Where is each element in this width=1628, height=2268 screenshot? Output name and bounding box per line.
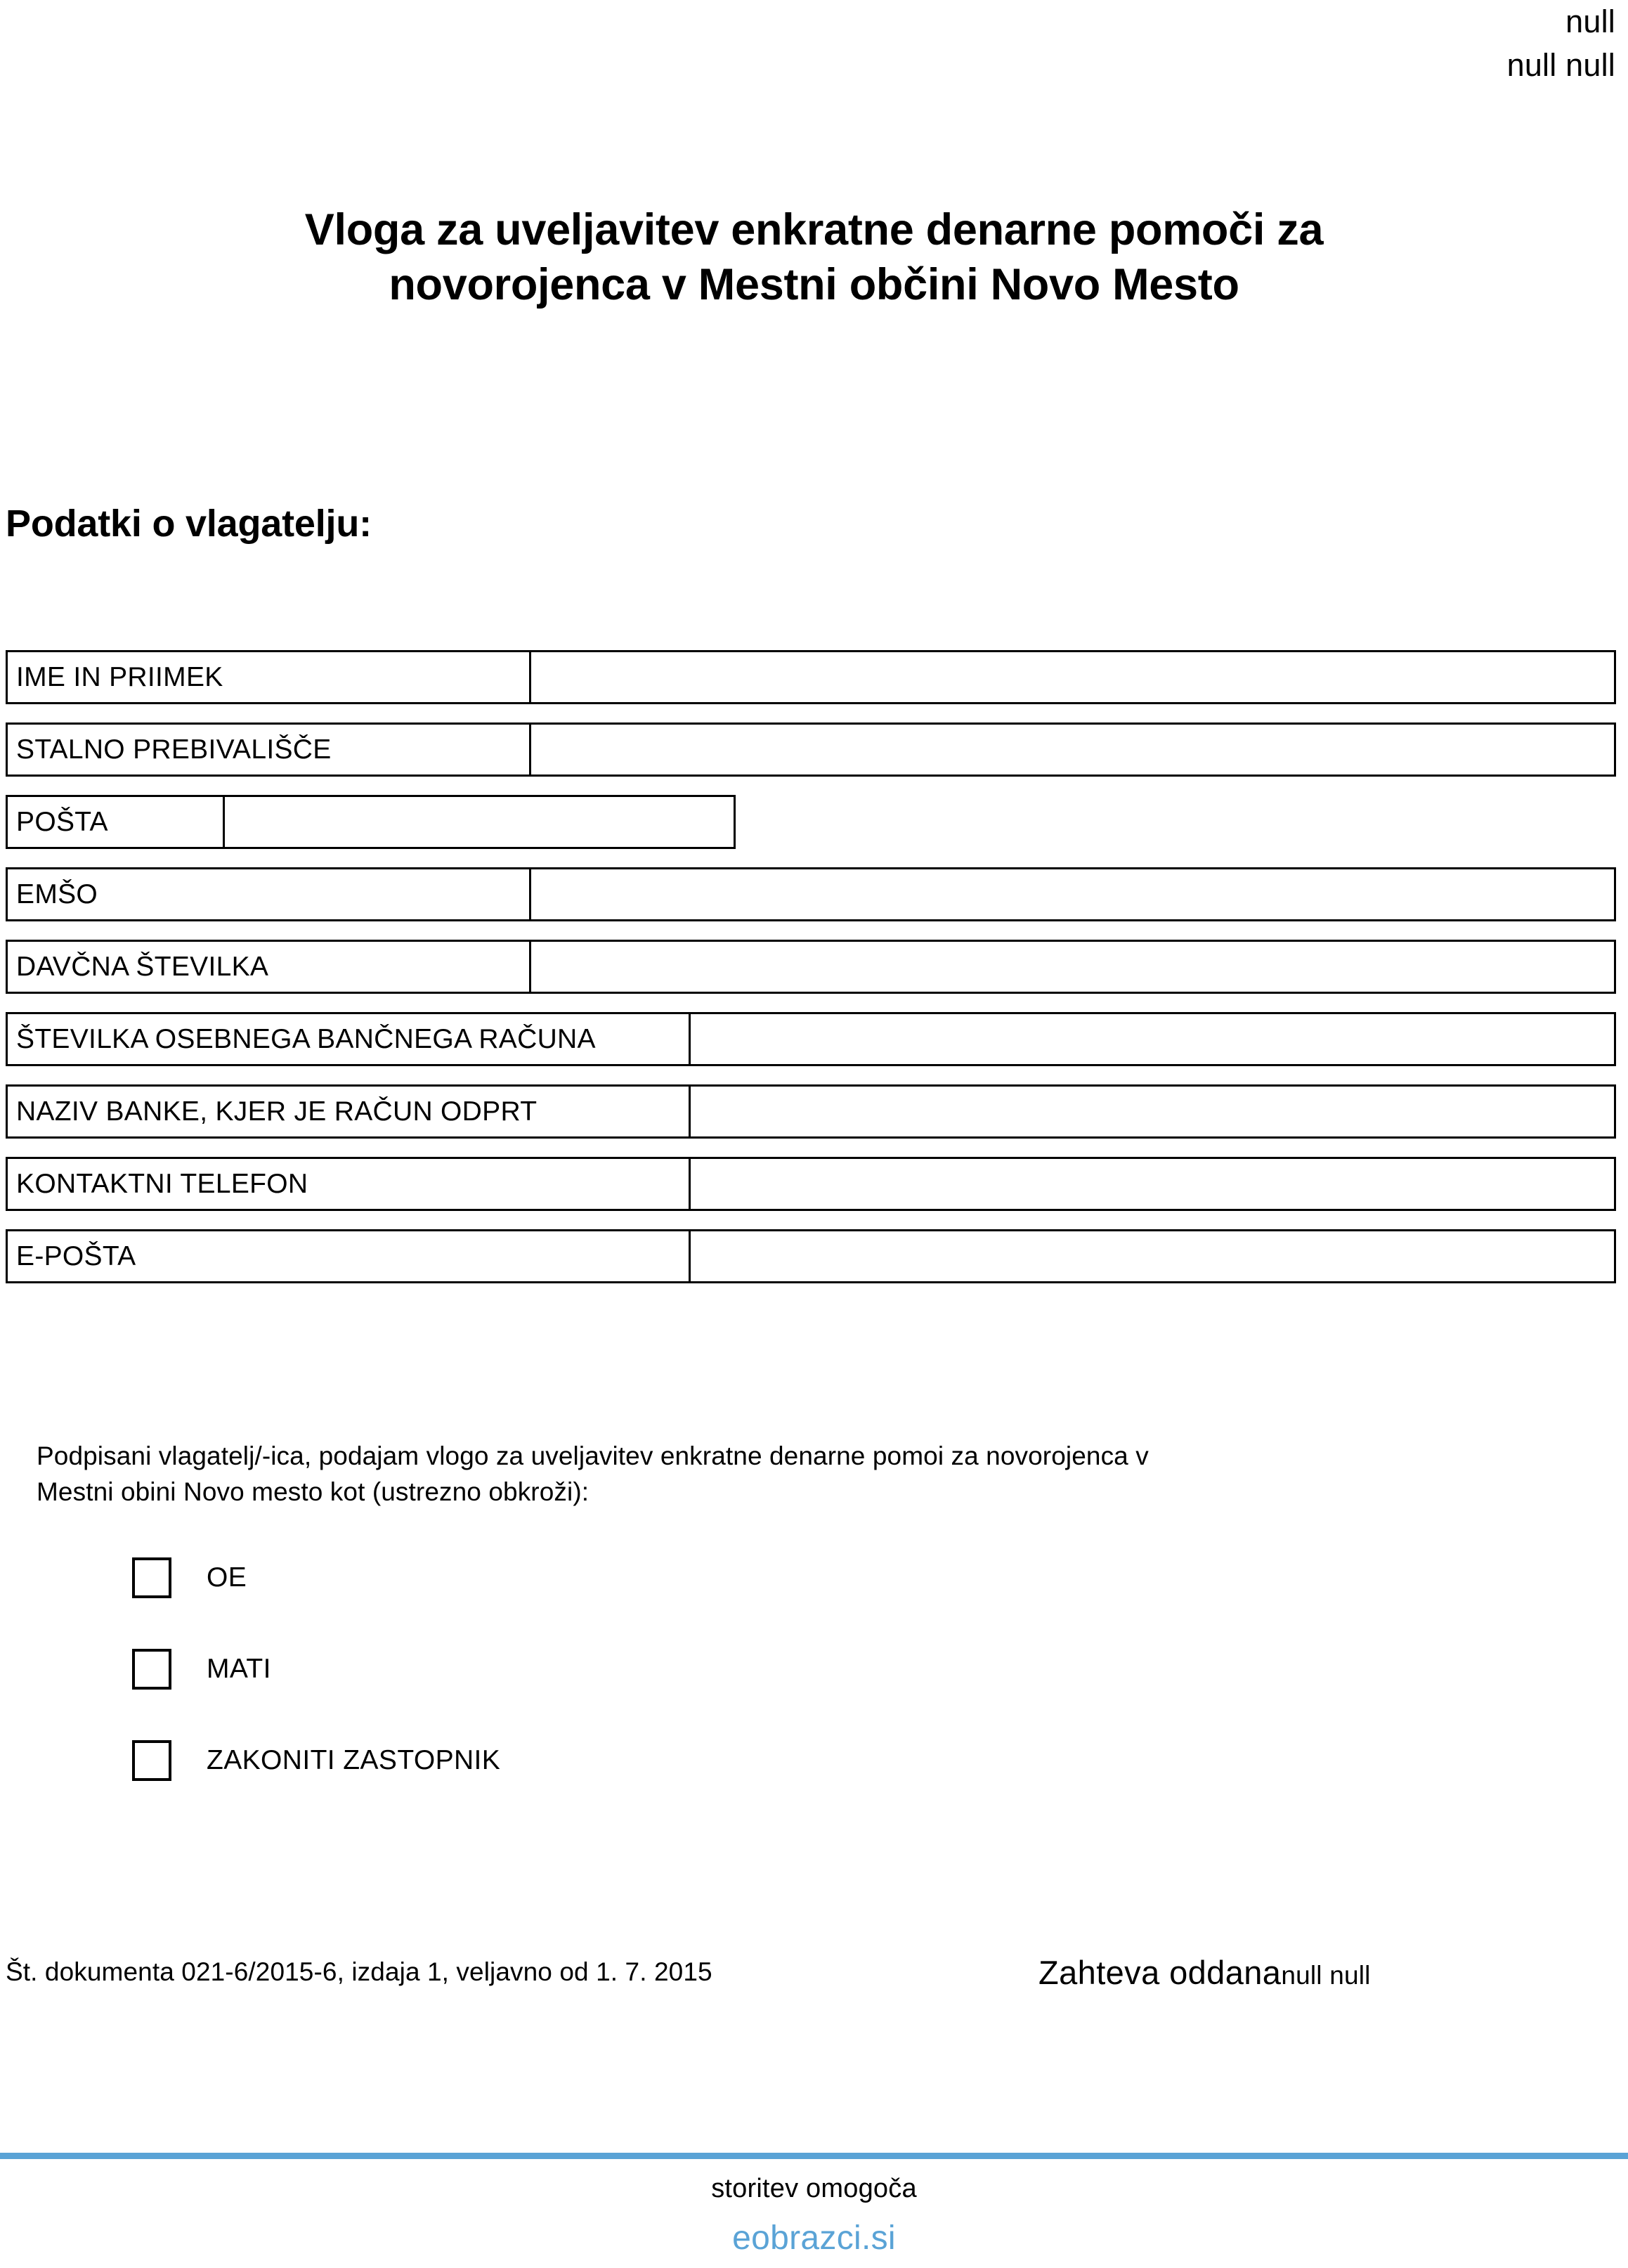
checkbox-mati[interactable] — [132, 1649, 171, 1690]
field-label-davcna-stevilka — [6, 940, 531, 994]
field-label-text: EMŠO — [16, 879, 98, 909]
form-row-stalno-prebivalisce — [6, 722, 1616, 777]
field-input-ime-in-priimek[interactable] — [529, 650, 1616, 704]
option-row-oce[interactable] — [132, 1548, 500, 1607]
statement-line-1: Podpisani vlagatelj/-ica, podajam vlogo za uveljavitev enkratne denarne pomoi za novorojenca v — [37, 1441, 1149, 1470]
field-label-kontaktni-telefon — [6, 1157, 691, 1211]
statement-paragraph — [37, 1438, 1315, 1510]
footer-divider — [0, 2153, 1628, 2159]
submission-value: null null — [1281, 1961, 1371, 1990]
field-input-posta[interactable] — [223, 795, 736, 849]
field-label-text: POŠTA — [16, 807, 108, 837]
field-input-davcna-stevilka[interactable] — [529, 940, 1616, 994]
checkbox-oce[interactable] — [132, 1557, 171, 1598]
page-title-line-2: novorojenca v Mestni občini Novo Mesto — [389, 260, 1239, 309]
form-row-stevilka-bancnega-racuna — [6, 1012, 1616, 1066]
section-heading-applicant: Podatki o vlagatelju: — [6, 503, 372, 545]
field-label-e-posta — [6, 1229, 691, 1283]
applicant-role-options — [132, 1548, 500, 1822]
document-number: Št. dokumenta 021-6/2015-6, izdaja 1, veljavno od 1. 7. 2015 — [6, 1957, 712, 1986]
form-row-naziv-banke — [6, 1084, 1616, 1139]
header-line-1: null — [1565, 4, 1615, 39]
field-label-ime-in-priimek — [6, 650, 531, 704]
field-label-stevilka-bancnega-racuna — [6, 1012, 691, 1066]
submission-label: Zahteva oddana — [1038, 1954, 1282, 1991]
header-line-2: null null — [1506, 47, 1615, 83]
field-label-naziv-banke — [6, 1084, 691, 1139]
field-label-text: IME IN PRIIMEK — [16, 662, 223, 692]
applicant-form — [6, 650, 1616, 1302]
option-label-oce: OE — [207, 1562, 247, 1593]
field-label-text: E-POŠTA — [16, 1241, 136, 1271]
field-label-text: NAZIV BANKE, KJER JE RAČUN ODPRT — [16, 1096, 538, 1127]
page-title-line-1: Vloga za uveljavitev enkratne denarne pomoči za — [304, 205, 1324, 254]
field-label-text: STALNO PREBIVALIŠČE — [16, 734, 332, 765]
checkbox-zakoniti-zastopnik[interactable] — [132, 1740, 171, 1781]
form-row-emso — [6, 867, 1616, 921]
field-input-naziv-banke[interactable] — [689, 1084, 1616, 1139]
document-header — [772, 0, 1615, 87]
form-row-kontaktni-telefon — [6, 1157, 1616, 1211]
field-input-stalno-prebivalisce[interactable] — [529, 722, 1616, 777]
field-input-e-posta[interactable] — [689, 1229, 1616, 1283]
field-label-text: DAVČNA ŠTEVILKA — [16, 952, 269, 982]
field-input-emso[interactable] — [529, 867, 1616, 921]
option-row-zakoniti-zastopnik[interactable] — [132, 1730, 500, 1790]
form-row-e-posta — [6, 1229, 1616, 1283]
statement-line-2: Mestni obini Novo mesto kot (ustrezno obkroži): — [37, 1477, 590, 1506]
submission-stamp — [1038, 1952, 1371, 1996]
form-row-posta — [6, 795, 1616, 849]
field-label-text: ŠTEVILKA OSEBNEGA BANČNEGA RAČUNA — [16, 1024, 596, 1054]
form-row-ime-in-priimek — [6, 650, 1616, 704]
page-title — [84, 202, 1544, 312]
field-label-text: KONTAKTNI TELEFON — [16, 1169, 308, 1199]
field-label-emso — [6, 867, 531, 921]
field-label-posta — [6, 795, 225, 849]
field-label-stalno-prebivalisce — [6, 722, 531, 777]
form-row-davcna-stevilka — [6, 940, 1616, 994]
field-input-kontaktni-telefon[interactable] — [689, 1157, 1616, 1211]
footer-service-caption: storitev omogoča — [711, 2174, 917, 2203]
footer-brand-link[interactable]: eobrazci.si — [732, 2220, 896, 2257]
option-label-zakoniti-zastopnik: ZAKONITI ZASTOPNIK — [207, 1744, 501, 1775]
option-label-mati: MATI — [207, 1653, 271, 1684]
field-input-stevilka-bancnega-racuna[interactable] — [689, 1012, 1616, 1066]
option-row-mati[interactable] — [132, 1639, 500, 1699]
